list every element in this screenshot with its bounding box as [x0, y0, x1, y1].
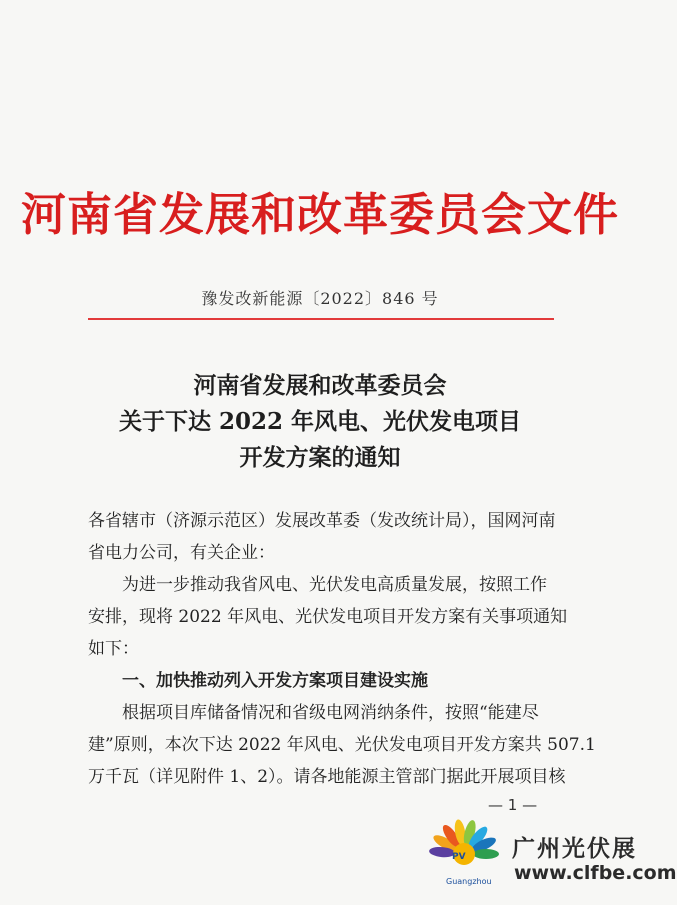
addressee-line-2: 省电力公司，有关企业： [88, 543, 275, 563]
notice-title [0, 368, 640, 476]
paragraph-1-line-2: 安排，现将 2022 年风电、光伏发电项目开发方案有关事项通知 [88, 607, 568, 627]
document-number: 豫发改新能源〔2022〕846 号 [201, 289, 439, 308]
watermark-url: www.clfbe.com [514, 862, 677, 884]
document-header-title: 河南省发展和改革委员会文件 [20, 188, 619, 241]
red-divider-rule [88, 318, 554, 320]
notice-title-line-2: 关于下达 2022 年风电、光伏发电项目 [118, 408, 522, 435]
section-1-heading: 一、加快推动列入开发方案项目建设实施 [122, 671, 428, 691]
paragraph-2-line-3: 万千瓦（详见附件 1、2）。请各地能源主管部门据此开展项目核 [88, 767, 566, 787]
notice-title-line-3: 开发方案的通知 [239, 444, 401, 471]
addressee-line-1: 各省辖市（济源示范区）发展改革委（发改统计局），国网河南 [88, 511, 556, 531]
paragraph-2-line-1: 根据项目库储备情况和省级电网消纳条件，按照“能建尽 [122, 703, 539, 723]
paragraph-1-line-3: 如下： [88, 639, 139, 659]
page-number: — 1 — [488, 796, 538, 814]
document-body [88, 505, 596, 793]
paragraph-2-line-2: 建”原则，本次下达 2022 年风电、光伏发电项目开发方案共 507.1 [88, 735, 596, 755]
watermark [428, 818, 677, 898]
paragraph-1-line-1: 为进一步推动我省风电、光伏发电高质量发展，按照工作 [122, 575, 547, 595]
svg-text:Guangzhou: Guangzhou [446, 877, 492, 886]
svg-text:PV: PV [452, 852, 466, 862]
notice-title-line-1: 河南省发展和改革委员会 [193, 372, 447, 399]
sunflower-logo-icon [428, 818, 508, 898]
watermark-name: 广州光伏展 [512, 836, 637, 862]
